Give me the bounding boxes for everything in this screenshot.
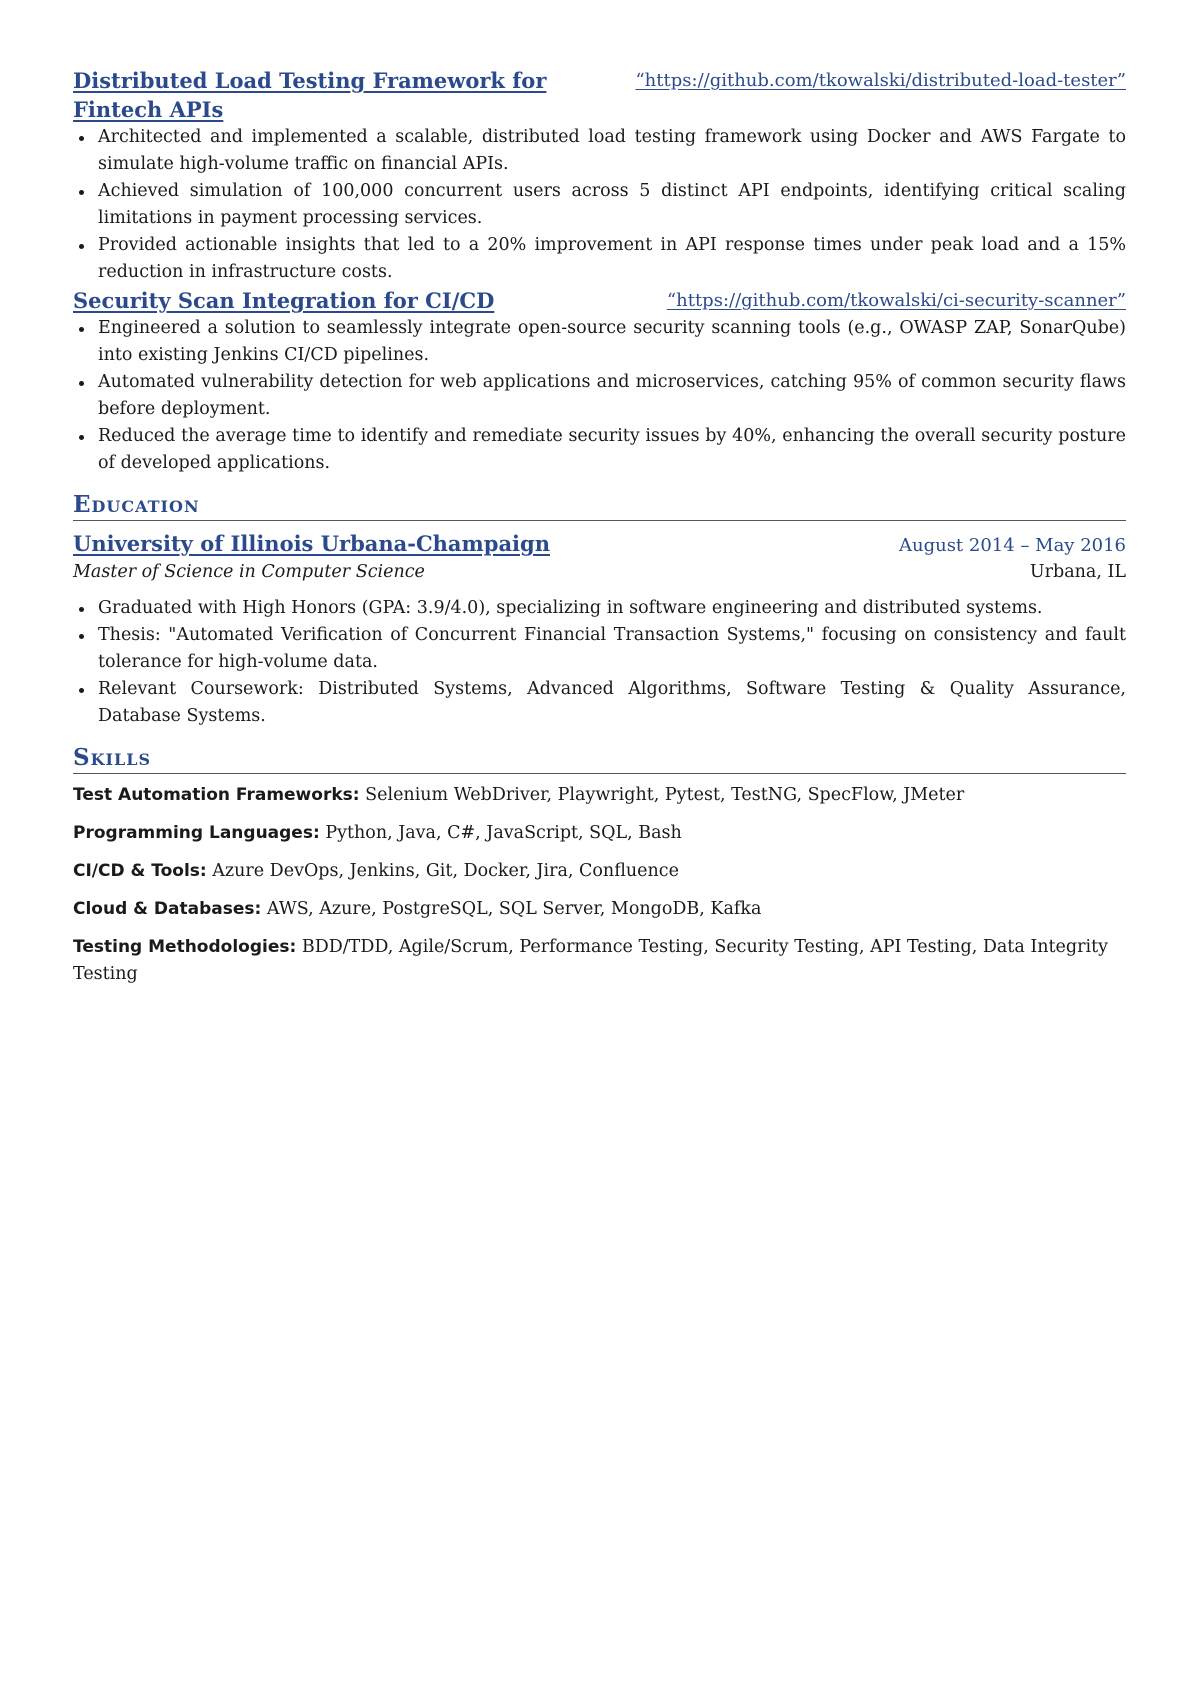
skill-label: Testing Methodologies: <box>73 937 297 957</box>
list-item: Automated vulnerability detection for web applications and microservices, catching 95% of common security flaws before deployment. <box>73 369 1126 423</box>
skill-label: Test Automation Frameworks: <box>73 785 360 805</box>
project-bullets <box>73 124 1126 286</box>
education-section-title: Education <box>73 491 1126 521</box>
list-item: Engineered a solution to seamlessly integrate open-source security scanning tools (e.g., OWASP ZAP, SonarQube) into existing Jenkins CI/CD pipelines. <box>73 315 1126 369</box>
list-item: Achieved simulation of 100,000 concurrent users across 5 distinct API endpoints, identifying critical scaling limitations in payment processing services. <box>73 178 1126 232</box>
skill-value: Python, Java, C#, JavaScript, SQL, Bash <box>319 823 682 843</box>
skill-row <box>73 820 1126 847</box>
project-url-link[interactable]: “https://github.com/tkowalski/ci-security-scanner” <box>666 290 1126 311</box>
list-item: Architected and implemented a scalable, distributed load testing framework using Docker and AWS Fargate to simulate high-volume traffic on financial APIs. <box>73 124 1126 178</box>
skill-value: Selenium WebDriver, Playwright, Pytest, TestNG, SpecFlow, JMeter <box>359 785 965 805</box>
project-entry <box>73 66 1126 286</box>
education-subheader <box>73 559 1126 586</box>
education-header <box>73 530 1126 559</box>
skill-row <box>73 896 1126 923</box>
list-item: Thesis: "Automated Verification of Concurrent Financial Transaction Systems," focusing on consistency and fault tolerance for high-volume data. <box>73 622 1126 676</box>
skills-section-title: Skills <box>73 744 1126 774</box>
list-item: Reduced the average time to identify and remediate security issues by 40%, enhancing the overall security posture of developed applications. <box>73 423 1126 477</box>
skill-label: Programming Languages: <box>73 823 320 843</box>
skill-value: BDD/TDD, Agile/Scrum, Performance Testing, Security Testing, API Testing, Data Integrity Testing <box>73 937 1108 984</box>
education-location: Urbana, IL <box>1029 562 1126 582</box>
project-url-link[interactable]: “https://github.com/tkowalski/distributed-load-tester” <box>635 70 1126 91</box>
skill-label: Cloud & Databases: <box>73 899 262 919</box>
skill-label: CI/CD & Tools: <box>73 861 207 881</box>
list-item: Relevant Coursework: Distributed Systems, Advanced Algorithms, Software Testing & Quality Assurance, Database Systems. <box>73 676 1126 730</box>
list-item: Graduated with High Honors (GPA: 3.9/4.0), specializing in software engineering and distributed systems. <box>73 595 1126 622</box>
education-bullets <box>73 595 1126 730</box>
project-title-link[interactable]: Distributed Load Testing Framework for Fintech APIs <box>73 68 547 122</box>
degree: Master of Science in Computer Science <box>73 562 425 582</box>
education-dates: August 2014 – May 2016 <box>898 535 1126 556</box>
school-link[interactable]: University of Illinois Urbana-Champaign <box>73 531 550 556</box>
skill-row <box>73 934 1126 988</box>
project-entry <box>73 286 1126 477</box>
project-bullets <box>73 315 1126 477</box>
project-header <box>73 66 1126 124</box>
project-title-link[interactable]: Security Scan Integration for CI/CD <box>73 288 495 313</box>
list-item: Provided actionable insights that led to a 20% improvement in API response times under peak load and a 15% reduction in infrastructure costs. <box>73 232 1126 286</box>
project-header <box>73 286 1126 315</box>
skill-value: AWS, Azure, PostgreSQL, SQL Server, MongoDB, Kafka <box>261 899 762 919</box>
skill-row <box>73 782 1126 809</box>
skills-list <box>73 782 1126 988</box>
skill-value: Azure DevOps, Jenkins, Git, Docker, Jira, Confluence <box>206 861 679 881</box>
skill-row <box>73 858 1126 885</box>
